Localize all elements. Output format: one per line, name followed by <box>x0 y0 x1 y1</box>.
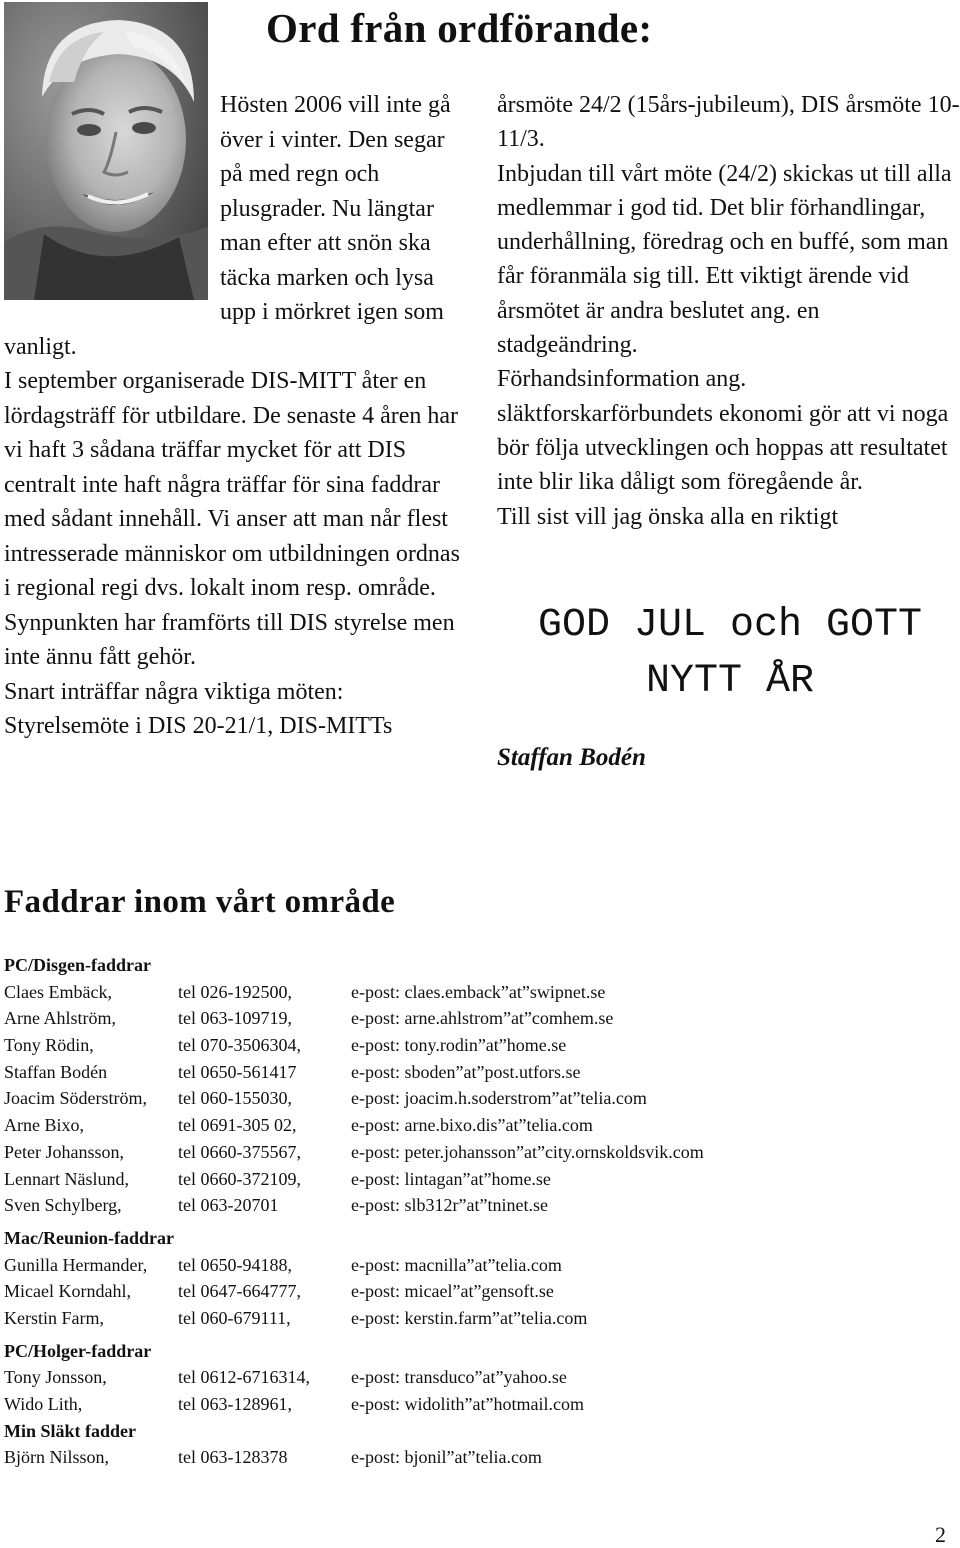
fadder-row <box>4 1085 954 1112</box>
fadder-row <box>4 1166 954 1193</box>
fadder-row <box>4 1305 954 1332</box>
fadder-phone: tel 0691-305 02, <box>178 1115 297 1136</box>
fadder-group-title: Min Släkt fadder <box>4 1420 137 1441</box>
fadder-name: Joacim Söderström, <box>4 1088 147 1109</box>
fadder-row <box>4 1391 954 1418</box>
letter-paragraph-4: årsmöte 24/2 (15års-jubileum), DIS årsmöte 10-11/3. <box>497 92 960 153</box>
fadder-email: e-post: arne.ahlstrom”at”comhem.se <box>351 1008 614 1029</box>
fadder-row <box>4 1032 954 1059</box>
fadder-email: e-post: peter.johansson”at”city.ornskoldsvik.com <box>351 1141 704 1162</box>
fadder-row <box>4 1444 954 1471</box>
fadder-phone: tel 063-109719, <box>178 1008 292 1029</box>
fadder-name: Wido Lith, <box>4 1394 83 1414</box>
fadder-name: Arne Ahlström, <box>4 1008 116 1029</box>
fadder-phone: tel 0612-6716314, <box>178 1367 310 1388</box>
fadder-email: e-post: claes.emback”at”swipnet.se <box>351 981 606 1002</box>
letter-paragraph-2: I september organiserade DIS-MITT åter en lördagsträff för utbildare. De senaste 4 åren har vi haft 3 sådana träffar mycket för att DIS centralt inte haft några träffar för sina faddrar med sådant innehåll. Vi anser att man når flest intresserade människor om utbildningen ordnas i regional regi dvs. lokalt inom resp. område. Synpunkten har framförts till DIS styrelse men inte ännu fått gehör. <box>4 368 460 670</box>
fadder-email: e-post: widolith”at”hotmail.com <box>351 1394 584 1414</box>
faddrar-section-title: Faddrar inom vårt område <box>4 884 396 920</box>
fadder-phone: tel 060-679111, <box>178 1307 291 1328</box>
letter-right-column <box>497 88 960 534</box>
fadder-phone: tel 063-128961, <box>178 1394 292 1414</box>
fadder-phone: tel 0647-664777, <box>178 1281 301 1302</box>
fadder-row <box>4 1005 954 1032</box>
fadder-row <box>4 1364 954 1391</box>
fadder-phone: tel 0660-372109, <box>178 1168 301 1189</box>
fadder-phone: tel 0660-375567, <box>178 1141 301 1162</box>
fadder-name: Lennart Näslund, <box>4 1168 129 1189</box>
fadder-name: Micael Korndahl, <box>4 1281 131 1302</box>
fadder-row <box>4 1112 954 1139</box>
fadder-name: Staffan Bodén <box>4 1061 108 1082</box>
signature: Staffan Bodén <box>497 744 646 771</box>
fadder-email: e-post: kerstin.farm”at”telia.com <box>351 1307 588 1328</box>
fadder-email: e-post: lintagan”at”home.se <box>351 1168 551 1189</box>
photo-wrap-spacer <box>4 88 220 329</box>
fadder-phone: tel 060-155030, <box>178 1088 292 1109</box>
fadder-email: e-post: macnilla”at”telia.com <box>351 1254 562 1275</box>
fadder-email: e-post: tony.rodin”at”home.se <box>351 1035 567 1056</box>
letter-paragraph-5: Inbjudan till vårt möte (24/2) skickas ut till alla medlemmar i god tid. Det blir förhandlingar, underhållning, föredrag och en buffé, som man får föranmäla sig till. Ett viktigt ärende vid årsmötet är andra beslutet ang. en stadgeändring. <box>497 160 952 359</box>
fadder-name: Claes Embäck, <box>4 981 112 1002</box>
fadder-row <box>4 1139 954 1166</box>
fadder-name: Tony Jonsson, <box>4 1367 107 1388</box>
fadder-email: e-post: slb312r”at”tninet.se <box>351 1195 548 1216</box>
fadder-group-title: Mac/Reunion-faddrar <box>4 1227 174 1248</box>
fadder-name: Kerstin Farm, <box>4 1307 104 1328</box>
fadder-email: e-post: bjonil”at”telia.com <box>351 1447 542 1468</box>
fadder-name: Sven Schylberg, <box>4 1195 122 1216</box>
greeting-line-2: NYTT ÅR <box>645 659 815 704</box>
page-number: 2 <box>935 1522 946 1547</box>
fadder-email: e-post: arne.bixo.dis”at”telia.com <box>351 1115 593 1136</box>
letter-paragraph-6: Förhandsinformation ang. släktforskarförbundets ekonomi gör att vi noga bör följa utvecklingen och hoppas att resultatet inte blir lika dåligt som föregående år. <box>497 366 949 496</box>
fadder-phone: tel 063-128378 <box>178 1447 288 1468</box>
fadder-row <box>4 1192 954 1219</box>
fadder-row <box>4 1252 954 1279</box>
fadder-phone: tel 026-192500, <box>178 981 292 1002</box>
fadder-phone: tel 070-3506304, <box>178 1035 301 1056</box>
fadder-email: e-post: joacim.h.soderstrom”at”telia.com <box>351 1088 647 1109</box>
fadder-phone: tel 0650-561417 <box>178 1061 297 1082</box>
fadder-email: e-post: sboden”at”post.utfors.se <box>351 1061 581 1082</box>
fadder-phone: tel 0650-94188, <box>178 1254 292 1275</box>
fadder-name: Tony Rödin, <box>4 1035 94 1056</box>
fadder-email: e-post: micael”at”gensoft.se <box>351 1281 554 1302</box>
fadder-row <box>4 979 954 1006</box>
greeting-line-1: GOD JUL och GOTT <box>537 603 923 648</box>
fadder-row <box>4 1059 954 1086</box>
fadder-name: Björn Nilsson, <box>4 1447 110 1468</box>
fadder-phone: tel 063-20701 <box>178 1195 279 1216</box>
letter-paragraph-1: Hösten 2006 vill inte gå över i vinter. Den segar på med regn och plusgrader. Nu längtar man efter att snön ska täcka marken och lysa upp i mörkret igen som vanligt. <box>4 92 451 360</box>
letter-paragraph-3: Snart inträffar några viktiga möten: Styrelsemöte i DIS 20-21/1, DIS-MITTs <box>4 678 393 739</box>
page-title: Ord från ordförande: <box>266 5 653 51</box>
fadder-group-title: PC/Holger-faddrar <box>4 1340 152 1361</box>
fadder-email: e-post: transduco”at”yahoo.se <box>351 1367 567 1388</box>
fadder-name: Gunilla Hermander, <box>4 1254 148 1275</box>
faddrar-list <box>4 952 954 1471</box>
letter-left-text <box>4 88 470 744</box>
fadder-name: Peter Johansson, <box>4 1141 124 1162</box>
fadder-row <box>4 1278 954 1305</box>
letter-paragraph-7: Till sist vill jag önska alla en riktigt <box>497 503 839 530</box>
christmas-greeting <box>500 598 960 710</box>
fadder-group-title: PC/Disgen-faddrar <box>4 955 151 975</box>
fadder-name: Arne Bixo, <box>4 1115 84 1136</box>
